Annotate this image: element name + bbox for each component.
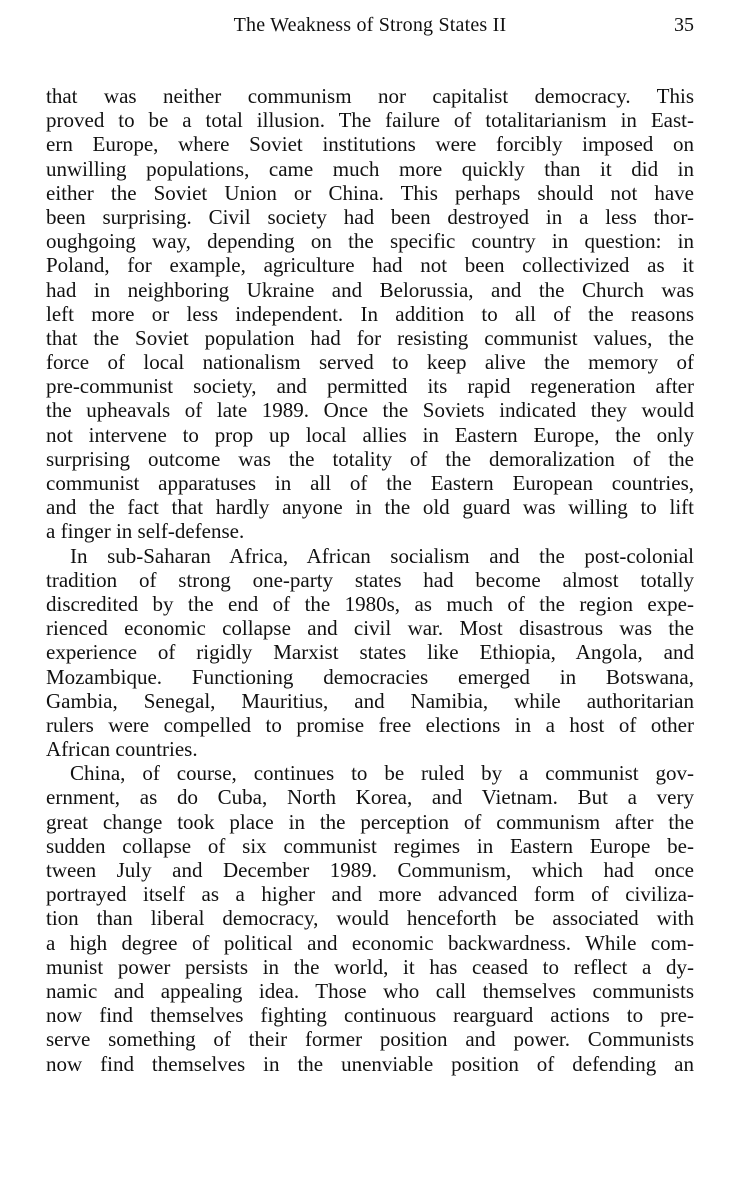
body-text [46, 84, 694, 1076]
text-line: Poland, for example, agriculture had not been collectivized as it [46, 253, 694, 278]
text-line: tion than liberal democracy, would henceforth be associated with [46, 906, 694, 931]
text-line: munist power persists in the world, it has ceased to reflect a dy- [46, 954, 694, 979]
text-line: that the Soviet population had for resisting communist values, the [46, 325, 694, 350]
text-line: portrayed itself as a higher and more advanced form of civiliza- [46, 882, 694, 907]
text-line: ernment, as do Cuba, North Korea, and Vietnam. But a very [46, 785, 694, 810]
text-line: force of local nationalism served to keep alive the memory of [46, 350, 694, 375]
text-line: not intervene to prop up local allies in Eastern Europe, the only [46, 422, 694, 447]
text-line: rienced economic collapse and civil war. Most disastrous was the [46, 616, 694, 641]
text-line: Gambia, Senegal, Mauritius, and Namibia, while authoritarian [46, 688, 694, 713]
text-line: sudden collapse of six communist regimes in Eastern Europe be- [46, 833, 694, 858]
text-line: namic and appealing idea. Those who call themselves communists [46, 978, 694, 1003]
text-line: great change took place in the perception of communism after the [46, 809, 694, 834]
text-line: pre-communist society, and permitted its rapid regeneration after [46, 374, 694, 399]
text-line: a finger in self-defense. [46, 519, 245, 544]
text-line: tween July and December 1989. Communism, which had once [46, 858, 694, 882]
text-line: a high degree of political and economic backwardness. While com- [46, 930, 694, 955]
text-line: discredited by the end of the 1980s, as much of the region expe- [46, 591, 694, 616]
page-number: 35 [674, 14, 694, 36]
running-title: The Weakness of Strong States II [233, 14, 507, 36]
text-line: rulers were compelled to promise free elections in a host of other [46, 712, 694, 737]
text-line: now find themselves fighting continuous rearguard actions to pre- [46, 1003, 694, 1028]
text-line: African countries. [46, 737, 198, 762]
text-line: proved to be a total illusion. The failure of totalitarianism in East- [46, 108, 694, 133]
text-line: and the fact that hardly anyone in the old guard was willing to lift [46, 495, 694, 520]
text-line: China, of course, continues to be ruled by a communist gov- [70, 761, 694, 786]
text-line: left more or less independent. In addition to all of the reasons [46, 301, 694, 326]
text-line: serve something of their former position and power. Communists [46, 1027, 694, 1052]
text-line: either the Soviet Union or China. This perhaps should not have [46, 180, 694, 205]
text-line: Mozambique. Functioning democracies emerged in Botswana, [46, 664, 694, 689]
running-head [46, 14, 694, 42]
text-line: that was neither communism nor capitalist democracy. This [46, 84, 694, 108]
text-line: tradition of strong one-party states had become almost totally [46, 567, 694, 592]
text-line: experience of rigidly Marxist states like Ethiopia, Angola, and [46, 640, 694, 665]
text-line: surprising outcome was the totality of the demoralization of the [46, 446, 694, 471]
text-line: communist apparatuses in all of the Eastern European countries, [46, 471, 694, 495]
text-line: been surprising. Civil society had been destroyed in a less thor- [46, 204, 694, 229]
text-line: In sub-Saharan Africa, African socialism and the post-colonial [70, 543, 694, 568]
text-line: the upheavals of late 1989. Once the Soviets indicated they would [46, 398, 694, 423]
text-line: unwilling populations, came much more quickly than it did in [46, 156, 694, 181]
text-line: ern Europe, where Soviet institutions were forcibly imposed on [46, 132, 694, 157]
text-line: had in neighboring Ukraine and Belorussia, and the Church was [46, 277, 694, 302]
text-line: oughgoing way, depending on the specific country in question: in [46, 229, 694, 254]
text-line: now find themselves in the unenviable position of defending an [46, 1051, 694, 1076]
